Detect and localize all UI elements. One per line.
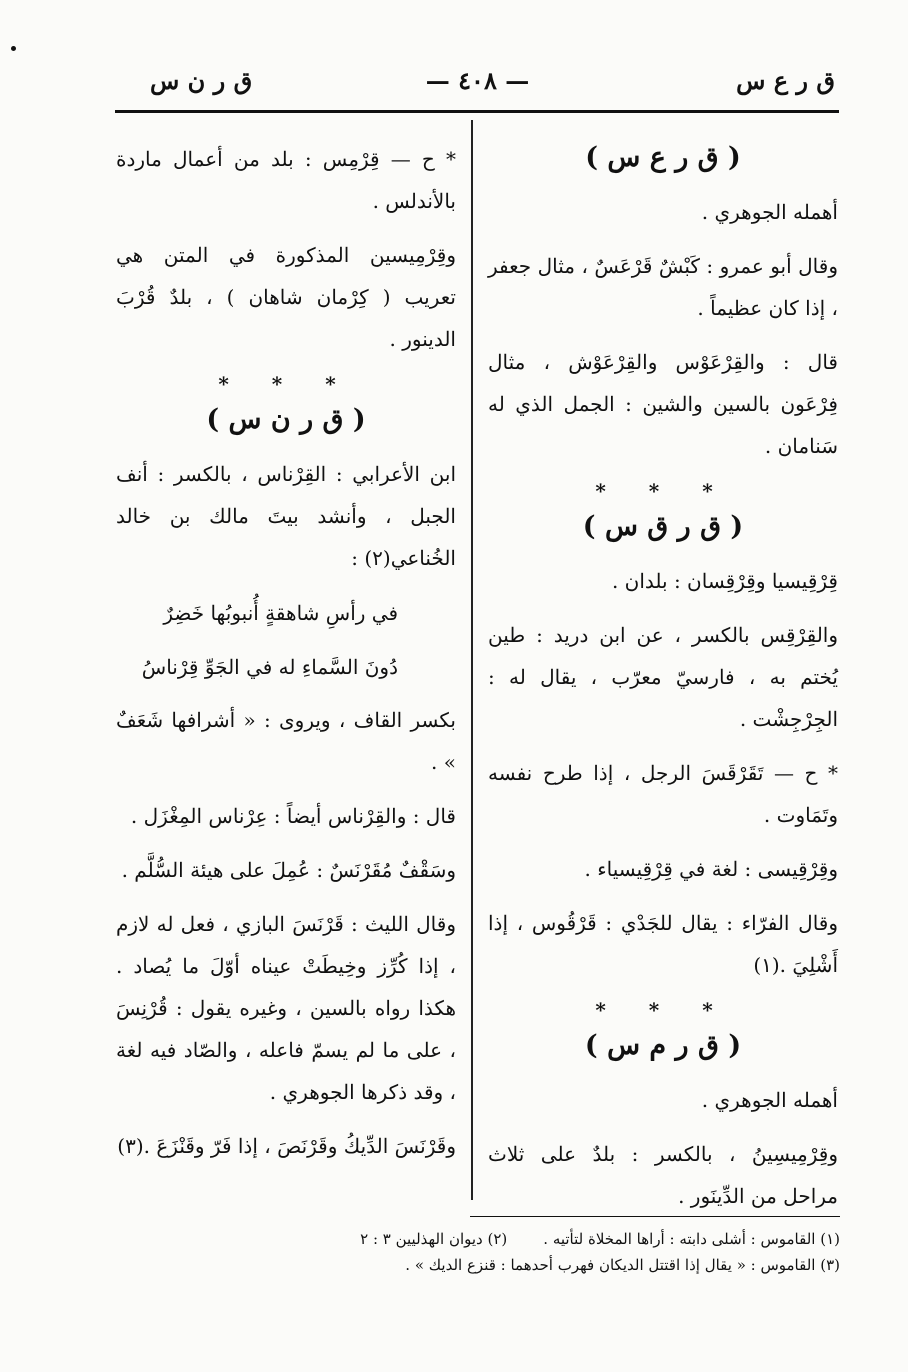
footnote-1: (١) القاموس : أشلى دابته : أراها المخلاة لتأتيه . [543,1230,840,1248]
running-head-left: ق ر ن س [150,66,253,95]
paragraph: أهمله الجوهري . [701,1088,838,1112]
paragraph: وقِرْمِيسين المذكورة في المتن هي تعريب ( كِرْمان شاهان ) ، بلدٌ قُرْبَ الدينور . [116,243,456,351]
paragraph: ابن الأعرابي : القِرْناس ، بالكسر : أنف الجبل ، وأنشد بيتَ مالك بن خالد الخُناعي(٢) : [116,462,456,570]
footnotes [250,1226,840,1278]
paragraph: قِرْقِيسيا وقِرْقِسان : بلدان . [611,569,838,593]
footnote-2: (٢) ديوان الهذليين ٣ : ٢ [360,1230,508,1248]
paragraph: أهمله الجوهري . [701,200,838,224]
entry-heading-qrns: ( ق ر ن س ) [206,404,366,435]
scan-speck [11,46,16,51]
section-separator: * * * [595,479,731,503]
paragraph: * ح — تَقَرْقَسَ الرجل ، إذا طرح نفسه وتَمَاوت . [488,761,838,827]
poem-verse-line: دُونَ السَّماءِ له في الجَوِّ قِرْناسُ [141,655,398,679]
paragraph: قال : والقِرْناس أيضاً : عِرْناس المِغْزَل . [130,804,456,828]
paragraph: وقِرْمِيسِينُ ، بالكسر : بلدٌ على ثلاث مراحل من الدِّينَور . [488,1142,838,1208]
entry-heading-qrqs: ( ق ر ق س ) [582,511,744,542]
page-number: — ٤٠٨ — [425,66,530,95]
paragraph: وقال الفرّاء : يقال للجَدْي : قَرْقُوس ، إذا أَشْلِيَ .(١) [488,911,838,977]
footnote-rule [470,1216,840,1217]
footnote-3: (٣) القاموس : « يقال إذا اقتتل الديكان فهرب أحدهما : قنزع الديك » . [405,1256,840,1274]
paragraph: وقَرْنَسَ الدِّيكُ وقَرْنَصَ ، إذا فَرّ وقَنْزَعَ .(٣) [117,1134,456,1158]
section-separator: * * * [218,372,354,396]
footnote-row [250,1226,840,1252]
entry-heading-qrAs: ( ق ر ع س ) [585,142,741,173]
paragraph: والقِرْقِس بالكسر ، عن ابن دريد : طين يُختم به ، فارسيّ معرّب ، يقال له : الجِرْجِشْت . [488,623,838,731]
paragraph: * ح — قِرْمِس : بلد من أعمال ماردة بالأندلس . [116,147,456,213]
paragraph: قال : والقِرْعَوْس والقِرْعَوْش ، مثال فِرْعَون بالسين والشين : الجمل الذي له سَنامان . [488,350,838,458]
paragraph: وقِرْقِيسى : لغة في قِرْقِيسياء . [584,857,838,881]
paragraph: وقال الليث : قَرْنَسَ البازي ، فعل له لازم ، إذا كُرِّز وخِيطَتْ عيناه أوّلَ ما يُصاد . هكذا رواه بالسين ، وغيره يقول : قُرْنِسَ ، على ما لم يسمّ فاعله ، والصّاد فيه لغة ، وقد ذكرها الجوهري . [116,912,456,1104]
left-column [116,138,456,1179]
paragraph: وقال أبو عمرو : كَبْشٌ قَرْعَسٌ ، مثال جعفر ، إذا كان عظيماً . [488,254,838,320]
column-divider [471,120,473,1200]
header-rule [115,110,839,113]
paragraph: بكسر القاف ، ويروى : « أشرافها شَعَفٌ » . [116,708,456,774]
entry-heading-qrms: ( ق ر م س ) [584,1030,742,1061]
poem-verse-line: في رأسِ شاهقةٍ أُنبوبُها خَضِرٌ [163,601,398,625]
section-separator: * * * [595,998,731,1022]
paragraph: وسَقْفٌ مُقَرْنَسٌ : عُمِلَ على هيئة السُّلَّم . [121,858,456,882]
running-head-right: ق ر ع س [736,66,835,95]
page-header [120,66,835,106]
right-column [488,138,838,1229]
